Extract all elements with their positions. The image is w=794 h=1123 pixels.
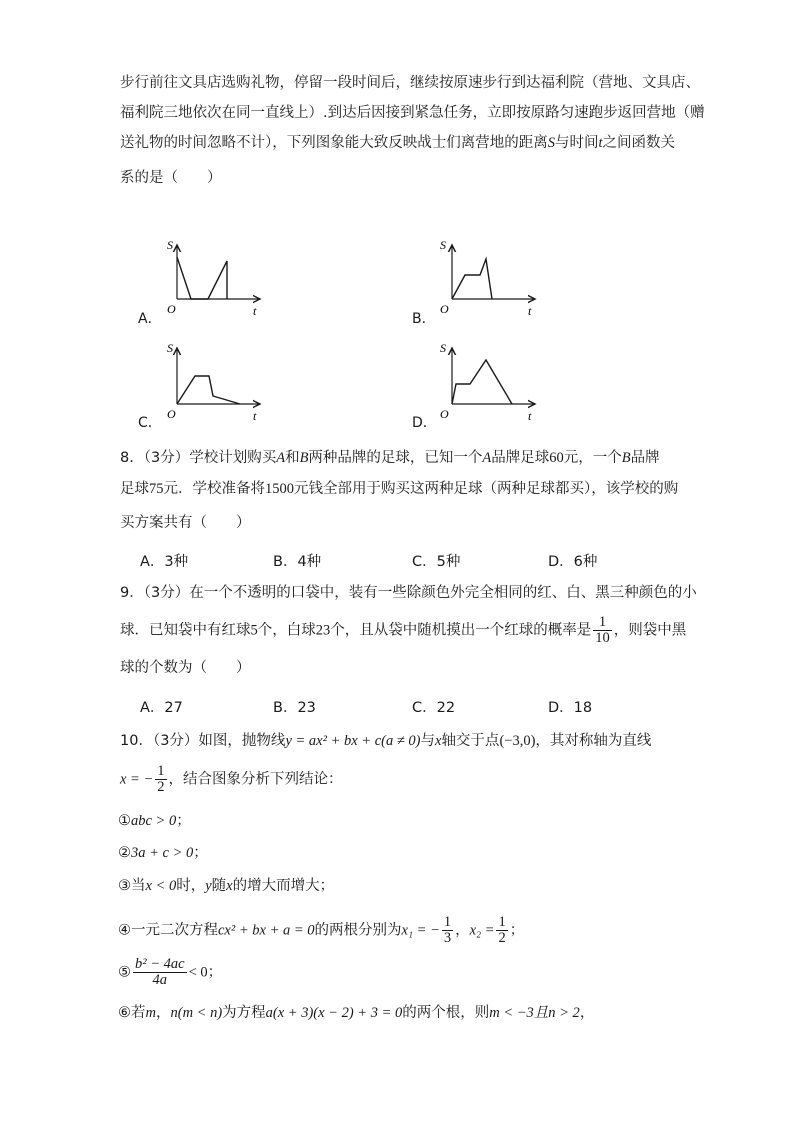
conclusion-3-c: 的增大而增大； (232, 878, 335, 894)
graph-d-origin: O (440, 407, 449, 421)
graph-a (155, 235, 270, 325)
white-count: 23 (315, 622, 331, 639)
conclusion-6-b: 为方程 (222, 1005, 266, 1021)
q8-l2a: 足球 (120, 481, 149, 497)
x1-numerator: 1 (443, 914, 452, 930)
conclusion-4-eq: cx² + bx + a = 0 (218, 922, 315, 939)
q7-line-3-c: 之间函数关 (602, 135, 676, 151)
q8-line-1 (120, 448, 660, 468)
var-x: x (435, 733, 442, 749)
graph-b-origin: O (440, 302, 449, 316)
q8-l1f: 品牌 (630, 450, 660, 466)
q10-l1a: 10．（3分）如图，抛物线 (120, 733, 286, 749)
q9-l2b: 个，白球 (257, 622, 316, 639)
graph-a-label: A． (138, 311, 162, 327)
q8-line-2 (120, 479, 678, 499)
q10-l1d: ，其对称轴为直线 (535, 733, 652, 749)
discriminant-fraction (133, 957, 187, 988)
conclusion-6-c: 的两个根，则 (402, 1005, 490, 1021)
q8-l1b: 和 (285, 450, 300, 466)
var-a2: A (482, 450, 492, 466)
x2-fraction (496, 915, 507, 946)
q9-l2c: 个，且从袋中随机摸出一个红球的概率是 (330, 622, 592, 639)
axis-fraction (155, 764, 166, 795)
var-s: S (547, 135, 555, 151)
conclusion-4-x1: x₁ = − (401, 922, 440, 939)
q7-line-4: 系的是（ ） (120, 170, 222, 186)
conclusion-3-mark: ③当 (118, 878, 146, 894)
q9-line-1: 9．（3分）在一个不透明的口袋中，装有一些除颜色外完全相同的红、白、黑三种颜色的小 (120, 585, 697, 601)
red-count: 5 (250, 622, 258, 639)
q8-l2c: 元钱全部用于购买这两种足球（两种足球都买），该学校的购 (294, 481, 679, 497)
q8-l1e: 元，一个 (563, 450, 622, 466)
x1-denominator: 3 (443, 930, 452, 946)
q10-line-2 (120, 764, 343, 795)
conclusion-6-a: ， (155, 1005, 171, 1021)
conclusion-2 (118, 843, 208, 863)
total: 1500 (265, 481, 294, 497)
q9-l2d: ，则袋中黑 (613, 622, 687, 639)
conclusion-4-x2: x₂ = (469, 922, 495, 939)
conclusion-3-b: 随 (211, 878, 227, 894)
q8-option-a[interactable]: A．3种 (140, 554, 189, 570)
conclusion-5-end: ； (207, 964, 223, 981)
q8-line-3: 买方案共有（ ） (120, 515, 251, 531)
graph-d-label: D． (412, 415, 437, 431)
q8-l1d: 品牌足球 (491, 450, 550, 466)
conclusion-3-y: y (205, 878, 212, 894)
var-t: t (598, 135, 603, 151)
q7-line-1: 步行前往文具店选购礼物，停留一段时间后，继续按原速步行到达福利院（营地、文具店、 (120, 75, 700, 91)
probability-numerator: 1 (593, 615, 612, 631)
conclusion-1-expr: abc > 0 (131, 813, 177, 829)
conclusion-3-cond: x < 0 (145, 878, 177, 894)
conclusion-4 (118, 915, 524, 946)
q9-option-b[interactable]: B．23 (273, 700, 316, 716)
q7-line-3-a: 送礼物的时间忽略不计），下列图象能大致反映战士们离营地的距离 (120, 135, 548, 151)
q9-line-2 (120, 615, 686, 646)
conclusion-5-mark: ⑤ (118, 964, 131, 981)
q8-option-d[interactable]: D．6种 (548, 554, 598, 570)
conclusion-1-end: ； (176, 813, 191, 829)
graph-c-origin: O (167, 407, 176, 421)
graph-d-y-axis: S (440, 341, 446, 355)
var-b: B (299, 450, 309, 466)
q8-option-c[interactable]: C．5种 (412, 554, 461, 570)
probability-denominator: 10 (595, 630, 610, 646)
conclusion-4-sep: ， (455, 922, 470, 939)
intersection-point: (−3,0) (499, 733, 536, 749)
q8-option-b[interactable]: B．4种 (273, 554, 322, 570)
var-a: A (276, 450, 286, 466)
q9-option-a[interactable]: A．27 (140, 700, 183, 716)
conclusion-5 (118, 957, 222, 988)
conclusion-3-a: 时， (176, 878, 206, 894)
axis-numerator: 1 (157, 763, 165, 779)
q10-l2: ，结合图象分析下列结论： (168, 771, 343, 788)
graph-b-label: B． (412, 311, 436, 327)
q9-option-c[interactable]: C．22 (412, 700, 456, 716)
graph-c (155, 338, 270, 428)
graph-b-x-axis: t (528, 304, 532, 318)
graph-d (430, 338, 545, 428)
conclusion-6 (118, 1003, 594, 1023)
q10-l1b: 与 (420, 733, 435, 749)
q7-line-3-b: 与时间 (555, 135, 599, 151)
q10-l1c: 轴交于点 (441, 733, 500, 749)
x2-numerator: 1 (498, 914, 506, 930)
conclusion-2-expr: 3a + c > 0 (131, 845, 194, 861)
conclusion-3-x: x (226, 878, 233, 894)
conclusion-5-rel: < 0 (188, 964, 208, 981)
conclusion-2-mark: ② (118, 845, 131, 861)
var-b2: B (621, 450, 631, 466)
conclusion-2-end: ； (193, 845, 208, 861)
conclusion-6-mark: ⑥若 (118, 1005, 146, 1021)
parabola-equation: y = ax² + bx + c(a ≠ 0) (285, 733, 421, 749)
graph-a-y-axis: S (167, 238, 173, 252)
graph-a-x-axis: t (253, 304, 257, 318)
graph-b (430, 235, 545, 325)
graph-a-origin: O (167, 302, 176, 316)
graph-c-x-axis: t (253, 409, 257, 423)
x2-denominator: 2 (498, 930, 506, 946)
q7-line-3 (120, 133, 675, 153)
q9-option-d[interactable]: D．18 (548, 700, 593, 716)
conclusion-6-eq: a(x + 3)(x − 2) + 3 = 0 (265, 1005, 403, 1021)
graph-d-x-axis: t (528, 409, 532, 423)
conclusion-6-n: n(m < n) (170, 1005, 223, 1021)
q8-l2b: 元．学校准备将 (163, 481, 265, 497)
graph-b-y-axis: S (440, 238, 446, 252)
graph-c-y-axis: S (167, 341, 173, 355)
conclusion-4-end: ； (509, 922, 525, 939)
graph-c-label: C． (138, 415, 162, 431)
axis-denominator: 2 (157, 779, 165, 795)
q9-line-3: 球的个数为（ ） (120, 660, 251, 676)
x1-fraction (442, 915, 453, 946)
q8-l1a: 8．（3分）学校计划购买 (120, 450, 277, 466)
discriminant-denominator: 4a (152, 972, 168, 988)
conclusion-6-result: m < −3且n > 2 (489, 1005, 580, 1021)
price-b: 75 (149, 481, 164, 497)
discriminant-numerator: b² − 4ac (135, 956, 185, 972)
conclusion-6-end: ， (579, 1005, 595, 1021)
conclusion-4-mark: ④一元二次方程 (118, 922, 218, 939)
conclusion-3 (118, 876, 334, 896)
conclusion-6-m: m (145, 1005, 156, 1021)
q7-line-2: 福利院三地依次在同一直线上）.到达后因接到紧急任务，立即按原路匀速跑步返回营地（赠 (120, 105, 705, 121)
conclusion-1-mark: ① (118, 813, 131, 829)
q9-l2a: 球．已知袋中有红球 (120, 622, 251, 639)
axis-lhs: x = − (120, 771, 154, 788)
probability-fraction (593, 615, 612, 646)
q10-line-1 (120, 731, 651, 751)
conclusion-1 (118, 811, 191, 831)
q8-l1c: 两种品牌的足球，已知一个 (308, 450, 483, 466)
price-a: 60 (549, 450, 564, 466)
conclusion-4-a: 的两根分别为 (314, 922, 402, 939)
